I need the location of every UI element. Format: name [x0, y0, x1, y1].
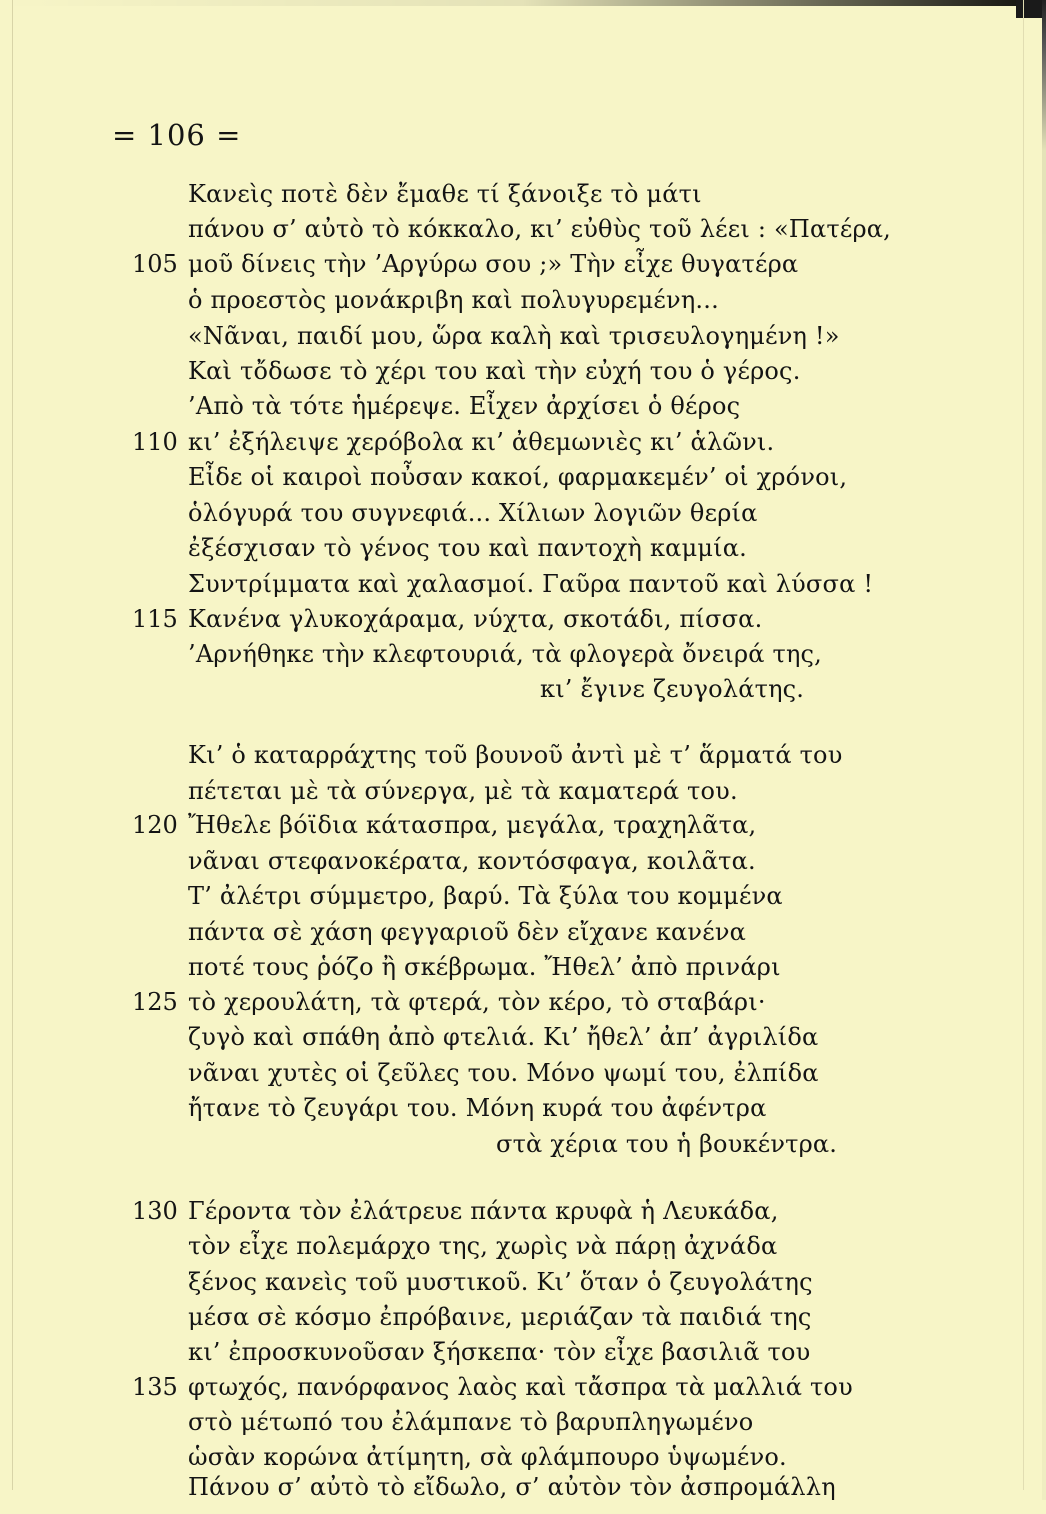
poem-line — [0, 676, 1046, 716]
poem-line — [0, 251, 1046, 291]
poem-line — [0, 393, 1046, 433]
poem-line — [0, 1024, 1046, 1064]
line-text: Πάνου σ’ αὐτὸ τὸ εἴδωλο, σ’ αὐτὸν τὸν ἀσπρομάλλη — [188, 1473, 836, 1501]
poem-line — [0, 742, 1046, 782]
line-text: Γέροντα τὸν ἐλάτρευε πάντα κρυφὰ ἡ Λευκάδα, — [188, 1197, 779, 1225]
line-text: κι’ ἐπροσκυνοῦσαν ξήσκεπα· τὸν εἶχε βασιλιᾶ του — [188, 1338, 811, 1366]
line-text: ὁλόγυρά του συγνεφιά... Χίλιων λογιῶν θερία — [188, 499, 758, 527]
line-text: Συντρίμματα καὶ χαλασμοί. Γαῦρα παντοῦ καὶ λύσσα ! — [188, 570, 874, 598]
line-text: μέσα σὲ κόσμο ἐπρόβαινε, μεριάζαν τὰ παιδιά της — [188, 1303, 812, 1331]
line-text: κι’ ἔγινε ζευγολάτης. — [540, 675, 805, 703]
line-text: ζυγὸ καὶ σπάθη ἀπὸ φτελιά. Κι’ ἤθελ’ ἀπ’ ἀγριλίδα — [188, 1023, 819, 1051]
line-text: ποτέ τους ῥόζο ἢ σκέβρωμα. Ἤθελ’ ἀπὸ πρινάρι — [188, 953, 781, 981]
line-number: 135 — [132, 1373, 178, 1401]
line-text: κι’ ἐξήλειψε χερόβολα κι’ ἀθεμωνιὲς κι’ ἁλῶνι. — [188, 428, 775, 456]
line-text: νᾶναι χυτὲς οἱ ζεῦλες του. Μόνο ψωμί του, ἐλπίδα — [188, 1059, 819, 1087]
line-text: Κανεὶς ποτὲ δὲν ἔμαθε τί ξάνοιξε τὸ μάτι — [188, 180, 702, 208]
line-text: ὡσὰν κορώνα ἀτίμητη, σὰ φλάμπουρο ὑψωμένο. — [188, 1443, 787, 1471]
poem-line — [0, 1474, 1046, 1514]
line-text: στὰ χέρια του ἡ βουκέντρα. — [496, 1130, 838, 1158]
poem-line — [0, 1095, 1046, 1135]
line-number: 125 — [132, 988, 178, 1016]
line-text: ἐξέσχισαν τὸ γένος του καὶ παντοχὴ καμμία. — [188, 534, 748, 562]
line-number: 130 — [132, 1197, 178, 1225]
line-number: 105 — [132, 250, 178, 278]
poem-line — [0, 287, 1046, 327]
line-text: τὸν εἶχε πολεμάρχο της, χωρὶς νὰ πάρῃ ἀχνάδα — [188, 1232, 778, 1260]
line-number: 120 — [132, 811, 178, 839]
line-text: πάντα σὲ χάση φεγγαριοῦ δὲν εἴχανε κανένα — [188, 918, 747, 946]
line-text: τὸ χερουλάτη, τὰ φτερά, τὸν κέρο, τὸ σταβάρι· — [188, 988, 766, 1016]
line-number: 110 — [132, 428, 178, 456]
line-text: φτωχός, πανόρφανος λαὸς καὶ τἄσπρα τὰ μαλλιά του — [188, 1373, 853, 1401]
line-text: ’Αρνήθηκε τὴν κλεφτουριά, τὰ φλογερὰ ὄνειρά της, — [188, 640, 823, 668]
poem-line — [0, 535, 1046, 575]
poem-line — [0, 641, 1046, 681]
line-text: Τ’ ἀλέτρι σύμμετρο, βαρύ. Τὰ ξύλα του κομμένα — [188, 882, 783, 910]
poem-line — [0, 883, 1046, 923]
line-text: Κι’ ὁ καταρράχτης τοῦ βουνοῦ ἀντὶ μὲ τ’ ἅρματά του — [188, 741, 843, 769]
line-text: μοῦ δίνεις τὴν ’Αργύρω σου ;» Τὴν εἶχε θυγατέρα — [188, 250, 799, 278]
line-text: ἤτανε τὸ ζευγάρι του. Μόνη κυρά του ἀφέντρα — [188, 1094, 767, 1122]
line-text: νᾶναι στεφανοκέρατα, κοντόσφαγα, κοιλᾶτα. — [188, 847, 756, 875]
line-text: Ἤθελε βόϊδια κάτασπρα, μεγάλα, τραχηλᾶτα, — [188, 811, 757, 839]
line-text: πάνου σ’ αὐτὸ τὸ κόκκαλο, κι’ εὐθὺς τοῦ λέει : «Πατέρα, — [188, 215, 892, 243]
scan-top-edge — [0, 0, 1046, 6]
poem-line — [0, 1131, 1046, 1171]
poem-line — [0, 464, 1046, 504]
line-text: ξένος κανεὶς τοῦ μυστικοῦ. Κι’ ὅταν ὁ ζευγολάτης — [188, 1268, 813, 1296]
page-number: = 106 = — [112, 118, 242, 152]
line-text: Εἶδε οἱ καιροὶ ποὖσαν κακοί, φαρμακεμέν’ οἱ χρόνοι, — [188, 463, 848, 491]
line-text: στὸ μέτωπό του ἐλάμπανε τὸ βαρυπληγωμένο — [188, 1408, 754, 1436]
line-text: πέτεται μὲ τὰ σύνεργα, μὲ τὰ καματερά του. — [188, 777, 738, 805]
line-text: «Νᾶναι, παιδί μου, ὥρα καλὴ καὶ τρισευλογημένη !» — [188, 322, 840, 350]
poem-line — [0, 1233, 1046, 1273]
poem-line — [0, 812, 1046, 852]
line-number: 115 — [132, 605, 178, 633]
line-text: ’Απὸ τὰ τότε ἡμέρεψε. Εἶχεν ἀρχίσει ὁ θέρος — [188, 392, 741, 420]
line-text: Καὶ τὄδωσε τὸ χέρι του καὶ τὴν εὐχή του ὁ γέρος. — [188, 357, 801, 385]
line-text: Κανένα γλυκοχάραμα, νύχτα, σκοτάδι, πίσσα. — [188, 605, 763, 633]
line-text: ὁ προεστὸς μονάκριβη καὶ πολυγυρεμένη... — [188, 286, 719, 314]
